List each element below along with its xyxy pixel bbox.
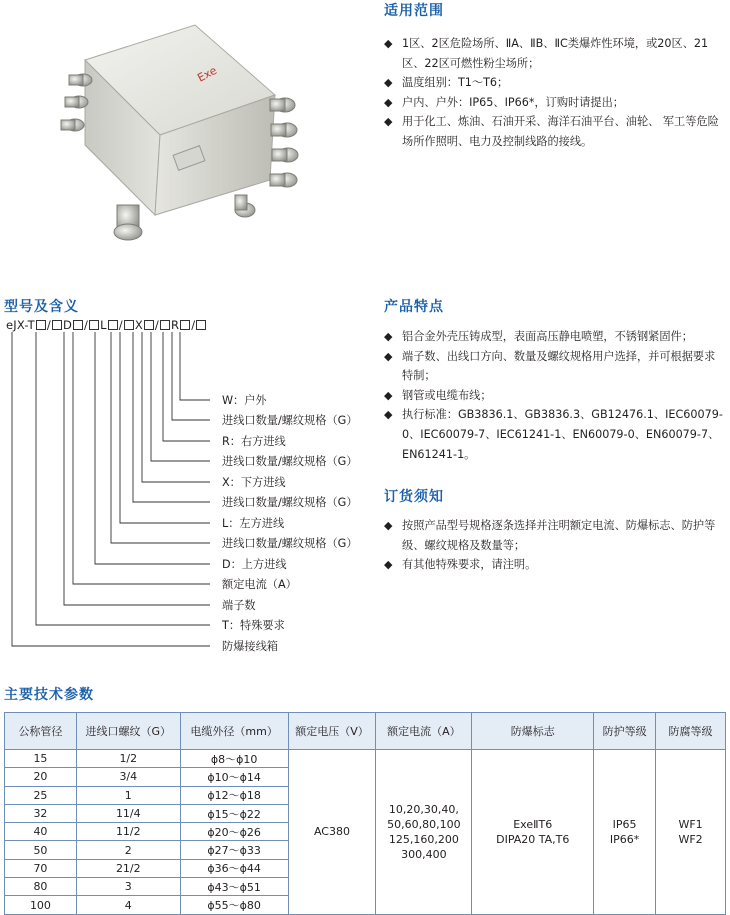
wf-cell: WF1 WF2 xyxy=(656,750,726,915)
table-cell: ϕ20～ϕ26 xyxy=(180,823,288,841)
order-item: ◆ 按照产品型号规格逐条选择并注明额定电流、防爆标志、防护等级、螺纹规格及数量等； xyxy=(384,516,726,555)
ex-mark-cell: ExeⅡT6 DIPA20 TA,T6 xyxy=(472,750,594,915)
table-cell: ϕ27～ϕ33 xyxy=(180,841,288,859)
table-cell: 80 xyxy=(5,878,77,896)
table-header-row xyxy=(5,713,726,750)
model-label: 进线口数量/螺纹规格（G） xyxy=(222,455,358,468)
column-header: 防腐等级 xyxy=(656,713,726,750)
model-label: T：特殊要求 xyxy=(222,619,285,632)
model-label: R：右方进线 xyxy=(222,435,286,448)
table-cell: 21/2 xyxy=(76,859,180,877)
ex-marking: Exe xyxy=(195,63,219,85)
table-cell: 32 xyxy=(5,804,77,822)
feature-item: ◆ 铝合金外壳压铸成型，表面高压静电喷塑，不锈钢紧固件； xyxy=(384,327,726,347)
table-cell: ϕ10～ϕ14 xyxy=(180,768,288,786)
column-header: 额定电流（A） xyxy=(376,713,472,750)
column-header: 进线口螺纹（G） xyxy=(76,713,180,750)
table-cell: 100 xyxy=(5,896,77,914)
table-cell: 11/2 xyxy=(76,823,180,841)
table-cell: ϕ55～ϕ80 xyxy=(180,896,288,914)
model-label: W：户外 xyxy=(222,394,267,407)
feature-item: ◆ 执行标准：GB3836.1、GB3836.3、GB12476.1、IEC60079-0、IEC60079-7、IEC61241-1、EN60079-0、EN60079-7、EN61241-1。 xyxy=(384,405,726,464)
table-cell: 3 xyxy=(76,878,180,896)
model-label: 防爆接线箱 xyxy=(222,640,278,653)
column-header: 防护等级 xyxy=(594,713,656,750)
features-list xyxy=(384,327,726,464)
table-cell: 2 xyxy=(76,841,180,859)
model-label: X：下方进线 xyxy=(222,476,286,489)
table-cell: 15 xyxy=(5,750,77,768)
column-header: 防爆标志 xyxy=(472,713,594,750)
current-cell: 10,20,30,40, 50,60,80,100 125,160,200 300,400 xyxy=(376,750,472,915)
scope-list xyxy=(384,34,726,152)
scope-item: ◆ 温度组别：T1～T6； xyxy=(384,73,726,93)
model-code: eJX-T / D / L / X / R / xyxy=(6,318,207,332)
column-header: 公称管径 xyxy=(5,713,77,750)
table-row xyxy=(5,750,726,768)
voltage-cell: AC380 xyxy=(288,750,376,915)
model-label: 进线口数量/螺纹规格（G） xyxy=(222,537,358,550)
table-cell: ϕ36～ϕ44 xyxy=(180,859,288,877)
order-title: 订货须知 xyxy=(384,489,444,505)
model-label: 额定电流（A） xyxy=(222,578,297,591)
model-label: L：左方进线 xyxy=(222,517,285,530)
column-header: 额定电压（V） xyxy=(288,713,376,750)
table-cell: ϕ12～ϕ18 xyxy=(180,786,288,804)
table-cell: ϕ15～ϕ22 xyxy=(180,804,288,822)
table-cell: 1 xyxy=(76,786,180,804)
model-label: 进线口数量/螺纹规格（G） xyxy=(222,414,358,427)
ip-cell: IP65 IP66* xyxy=(594,750,656,915)
specs-title: 主要技术参数 xyxy=(4,687,94,703)
scope-title: 适用范围 xyxy=(384,3,444,19)
order-item: ◆ 有其他特殊要求，请注明。 xyxy=(384,555,726,575)
column-header: 电缆外径（mm） xyxy=(180,713,288,750)
table-cell: ϕ8～ϕ10 xyxy=(180,750,288,768)
table-cell: 4 xyxy=(76,896,180,914)
table-cell: 40 xyxy=(5,823,77,841)
model-label: 端子数 xyxy=(222,599,256,612)
table-cell: 70 xyxy=(5,859,77,877)
scope-item: ◆ 用于化工、炼油、石油开采、海洋石油平台、油轮、 军工等危险场所作照明、电力及控制线路的接线。 xyxy=(384,112,726,151)
model-label: D：上方进线 xyxy=(222,558,287,571)
order-list xyxy=(384,516,726,575)
table-cell: 1/2 xyxy=(76,750,180,768)
feature-item: ◆ 钢管或电缆布线； xyxy=(384,386,726,406)
table-cell: 11/4 xyxy=(76,804,180,822)
scope-item: ◆ 户内、户外：IP65、IP66*，订购时请提出； xyxy=(384,93,726,113)
table-cell: 25 xyxy=(5,786,77,804)
table-cell: 3/4 xyxy=(76,768,180,786)
model-label: 进线口数量/螺纹规格（G） xyxy=(222,496,358,509)
junction-box-photo xyxy=(55,20,300,255)
model-title: 型号及含义 xyxy=(4,299,79,315)
feature-item: ◆ 端子数、出线口方向、数量及螺纹规格用户选择，并可根据要求特制； xyxy=(384,347,726,386)
specs-table xyxy=(4,712,726,915)
table-cell: 50 xyxy=(5,841,77,859)
scope-item: ◆ 1区、2区危险场所、ⅡA、ⅡB、ⅡC类爆炸性环境，或20区、21区、22区可燃性粉尘场所； xyxy=(384,34,726,73)
features-title: 产品特点 xyxy=(384,299,444,315)
table-cell: 20 xyxy=(5,768,77,786)
table-cell: ϕ43～ϕ51 xyxy=(180,878,288,896)
